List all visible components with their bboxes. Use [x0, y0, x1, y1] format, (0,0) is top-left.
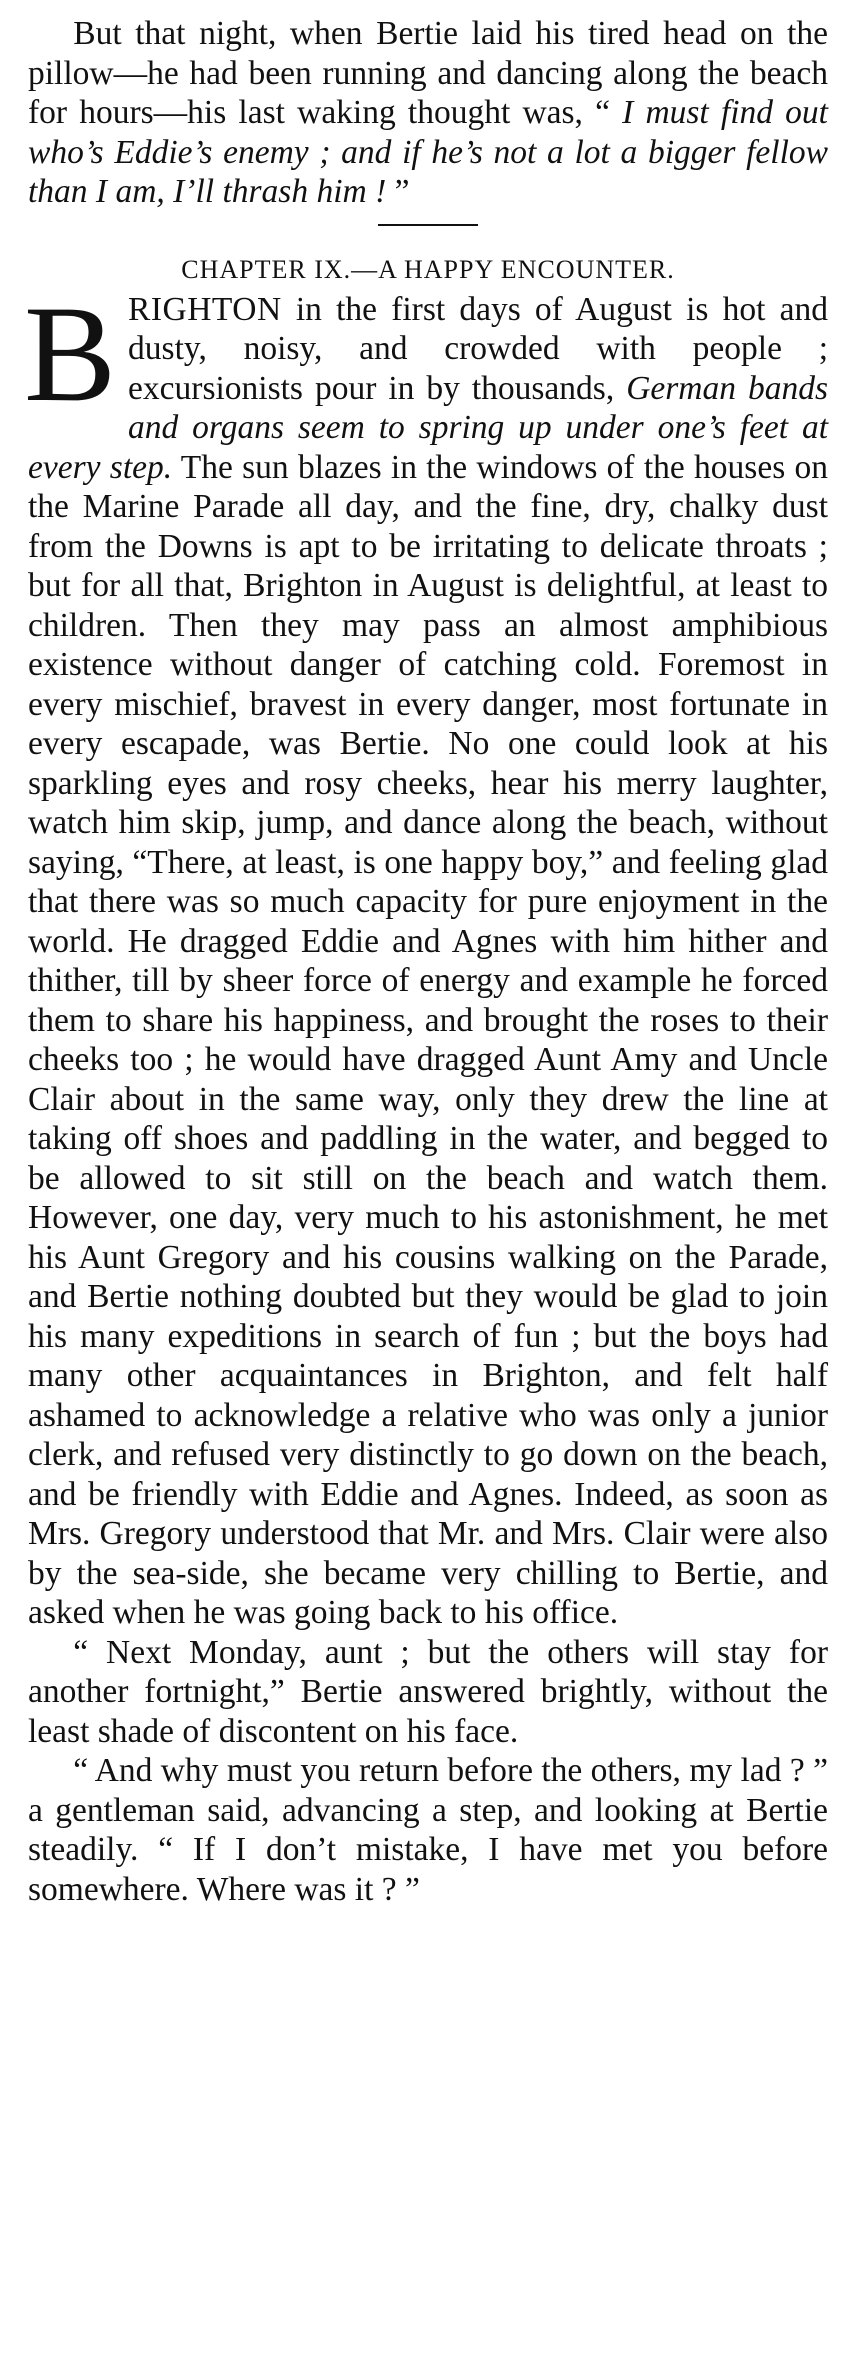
chapter-first-word: RIGHTON [128, 290, 282, 328]
chapter-body [28, 291, 828, 1632]
opening-text-segment: But that night, when Bertie laid his tired head on the pillow—he had been running and dancing along the beach for hours—his last waking thought was, “ [28, 15, 828, 131]
book-page [24, 14, 829, 1909]
chapter-paragraph [24, 276, 829, 1633]
opening-text-segment: ” [386, 173, 410, 210]
chapter-text-segment: The sun blazes in the windows of the houses on the Marine Parade all day, and the fine, dry, chalky dust from the Downs is apt to be irritating to delicate throats ; but for all that, Brighton in August is delightful, at least to children. Then they may pass an almost amphibious existence without danger of catching cold. Foremost in every mischief, bravest in every danger, most fortunate in every escapade, was Bertie. No one could look at his sparkling eyes and rosy cheeks, hear his merry laughter, watch him skip, jump, and dance along the beach, without saying, “There, at least, is one happy boy,” and feeling glad that there was so much capacity for pure enjoyment in the world. He dragged Eddie and Agnes with him hither and thither, till by sheer force of energy and example he forced them to share his happiness, and brought the roses to their cheeks too ; he would have dragged Aunt Amy and Uncle Clair about in the same way, only they drew the line at taking off shoes and paddling in the water, and begged to be allowed to sit still on the beach and watch them. However, one day, very much to his astonishment, he met his Aunt Gregory and his cousins walking on the Parade, and Bertie nothing doubted but they would be glad to join his many expeditions in search of fun ; but the boys had many other acquaintances in Brighton, and felt half ashamed to acknowledge a relative who was only a junior clerk, and refused very distinctly to go down on the beach, and be friendly with Eddie and Agnes. Indeed, as soon as Mrs. Gregory understood that Mr. and Mrs. Clair were also by the sea-side, she became very chilling to Bertie, and asked when he was going back to his office. [28, 448, 828, 1631]
drop-cap: B [24, 276, 117, 430]
opening-text-segment: I must find out who’s Eddie’s enemy ; and if he’s not a lot a bigger fellow than I am, I’ll thrash him ! [28, 94, 828, 210]
opening-paragraph [28, 14, 828, 212]
section-divider [378, 224, 478, 226]
chapter-text-segment: German bands and organs seem to spring up under one’s feet at every step. [28, 369, 829, 486]
chapter-text-segment: in the first days of August is hot and dusty, noisy, and crowded with people ; excursionists pour in by thousands, [128, 290, 828, 407]
dialogue-paragraph: “ And why must you return before the others, my lad ? ” a gentleman said, advancing a step, and looking at Bertie steadily. “ If I don’t mistake, I have met you before somewhere. Where was it ? ” [28, 1752, 828, 1908]
dialogue-paragraph: “ Next Monday, aunt ; but the others will stay for another fortnight,” Bertie answered brightly, without the least shade of discontent on his face. [28, 1633, 828, 1750]
chapter-heading: CHAPTER IX.—A HAPPY ENCOUNTER. [181, 254, 675, 284]
